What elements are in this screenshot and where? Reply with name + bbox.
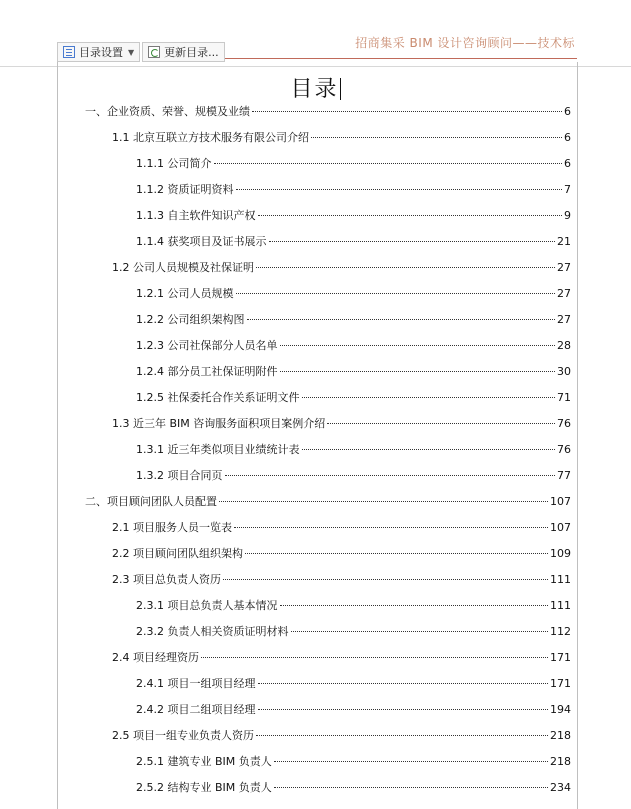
toc-settings-label: 目录设置 (79, 46, 123, 59)
toc-entry-label: 2.5.1 建筑专业 BIM 负责人 (136, 755, 272, 768)
toc-entry-page-number: 107 (550, 495, 571, 508)
toc-dot-leader (327, 423, 555, 424)
toc-entry[interactable] (136, 390, 571, 405)
toc-entry-page-number: 7 (564, 183, 571, 196)
refresh-icon (148, 46, 160, 58)
header-red-rule (225, 58, 577, 59)
toc-entry[interactable] (136, 598, 571, 613)
toc-entry-page-number: 27 (557, 287, 571, 300)
toc-entry-page-number: 111 (550, 573, 571, 586)
toc-entry-label: 2.3.1 项目总负责人基本情况 (136, 599, 278, 612)
toc-entry[interactable] (85, 104, 571, 119)
toc-entry-label: 二、项目顾问团队人员配置 (85, 495, 217, 508)
toc-entry[interactable] (136, 182, 571, 197)
toc-dot-leader (223, 579, 548, 580)
toc-entry[interactable] (112, 416, 571, 431)
toc-entry-label: 1.1.1 公司简介 (136, 157, 212, 170)
toc-entry[interactable] (112, 130, 571, 145)
update-toc-label: 更新目录... (164, 46, 219, 59)
toc-dot-leader (225, 475, 556, 476)
update-toc-button[interactable] (142, 42, 225, 62)
toc-entry-page-number: 71 (557, 391, 571, 404)
toc-entry-page-number: 171 (550, 677, 571, 690)
toc-entry-label: 2.3 项目总负责人资历 (112, 573, 221, 586)
toc-entry-page-number: 109 (550, 547, 571, 560)
toc-entry-label: 1.1 北京互联立方技术服务有限公司介绍 (112, 131, 309, 144)
toc-entry-page-number: 6 (564, 157, 571, 170)
toc-entry[interactable] (112, 572, 571, 587)
caret-down-icon: ▼ (128, 47, 135, 57)
toc-entry-label: 1.1.4 获奖项目及证书展示 (136, 235, 267, 248)
toc-entry-page-number: 27 (557, 313, 571, 326)
toc-dot-leader (269, 241, 556, 242)
toc-dot-leader (201, 657, 548, 658)
toc-dot-leader (280, 345, 556, 346)
toc-dot-leader (219, 501, 548, 502)
toc-entry[interactable] (112, 546, 571, 561)
toc-entry-label: 1.3 近三年 BIM 咨询服务面积项目案例介绍 (112, 417, 326, 430)
toc-dot-leader (274, 761, 548, 762)
toc-entry[interactable] (112, 728, 571, 743)
toc-entry-label: 2.4 项目经理资历 (112, 651, 199, 664)
toc-entry-label: 1.3.1 近三年类似项目业绩统计表 (136, 443, 300, 456)
toc-entry[interactable] (136, 442, 571, 457)
toc-entry-label: 2.4.2 项目二组项目经理 (136, 703, 256, 716)
toc-dot-leader (274, 787, 548, 788)
toc-entry-page-number: 9 (564, 209, 571, 222)
toc-dot-leader (311, 137, 562, 138)
toc-entry-page-number: 111 (550, 599, 571, 612)
toc-entry-label: 1.2 公司人员规模及社保证明 (112, 261, 254, 274)
toc-entry-page-number: 76 (557, 417, 571, 430)
toc-entry-page-number: 234 (550, 781, 571, 794)
toc-dot-leader (236, 293, 556, 294)
toc-entry[interactable] (136, 468, 571, 483)
toc-entry-label: 2.1 项目服务人员一览表 (112, 521, 232, 534)
toc-dot-leader (258, 215, 563, 216)
toc-dot-leader (252, 111, 562, 112)
toc-entry[interactable] (112, 260, 571, 275)
toc-entry-label: 1.2.1 公司人员规模 (136, 287, 234, 300)
toc-entry[interactable] (85, 494, 571, 509)
toc-entry-page-number: 21 (557, 235, 571, 248)
toc-dot-leader (256, 735, 548, 736)
toc-entry-label: 1.2.2 公司组织架构图 (136, 313, 245, 326)
toc-dot-leader (247, 319, 556, 320)
toc-entry-label: 2.5.2 结构专业 BIM 负责人 (136, 781, 272, 794)
document-title[interactable] (0, 72, 631, 103)
toc-entry-page-number: 30 (557, 365, 571, 378)
toc-entry-page-number: 6 (564, 105, 571, 118)
toc-entry-label: 2.3.2 负责人相关资质证明材料 (136, 625, 289, 638)
toc-entry[interactable] (112, 650, 571, 665)
toc-entry[interactable] (136, 676, 571, 691)
toc-entry-label: 2.2 项目顾问团队组织架构 (112, 547, 243, 560)
toc-dot-leader (236, 189, 563, 190)
document-title-text: 目录 (290, 77, 339, 102)
toc-entry[interactable] (136, 338, 571, 353)
toc-dot-leader (302, 397, 556, 398)
toc-dot-leader (280, 605, 549, 606)
toc-entry[interactable] (136, 286, 571, 301)
toc-entry[interactable] (136, 156, 571, 171)
toc-toolbar (57, 42, 225, 62)
toc-entry[interactable] (136, 780, 571, 795)
toc-entry[interactable] (136, 702, 571, 717)
toc-entry-page-number: 6 (564, 131, 571, 144)
toc-entry-label: 2.5 项目一组专业负责人资历 (112, 729, 254, 742)
toc-dot-leader (258, 709, 549, 710)
toc-entry-page-number: 76 (557, 443, 571, 456)
toc-entry[interactable] (136, 312, 571, 327)
toc-icon (63, 46, 75, 58)
toc-entry-page-number: 218 (550, 755, 571, 768)
toc-entry-label: 1.2.4 部分员工社保证明附件 (136, 365, 278, 378)
toc-dot-leader (214, 163, 563, 164)
toc-entry[interactable] (112, 520, 571, 535)
header-text: 招商集采 BIM 设计咨询顾问——技术标 (355, 36, 575, 50)
toc-dot-leader (234, 527, 548, 528)
toc-entry-label: 1.2.5 社保委托合作关系证明文件 (136, 391, 300, 404)
toc-dot-leader (280, 371, 556, 372)
toc-dot-leader (258, 683, 549, 684)
toc-dot-leader (256, 267, 555, 268)
toc-entry-page-number: 28 (557, 339, 571, 352)
toc-entry-label: 1.3.2 项目合同页 (136, 469, 223, 482)
toc-entry-page-number: 218 (550, 729, 571, 742)
toc-entry-page-number: 194 (550, 703, 571, 716)
toc-entry[interactable] (136, 208, 571, 223)
toc-entry[interactable] (136, 624, 571, 639)
toc-dot-leader (245, 553, 548, 554)
toc-entry-label: 一、企业资质、荣誉、规模及业绩 (85, 105, 250, 118)
toc-entry-label: 1.2.3 公司社保部分人员名单 (136, 339, 278, 352)
toc-entry[interactable] (136, 364, 571, 379)
toc-dot-leader (291, 631, 549, 632)
toc-entry-page-number: 171 (550, 651, 571, 664)
toc-entry[interactable] (136, 234, 571, 249)
toc-entry-page-number: 107 (550, 521, 571, 534)
toc-entry-page-number: 27 (557, 261, 571, 274)
toc-entry-page-number: 112 (550, 625, 571, 638)
toc-entry-label: 1.1.2 资质证明资料 (136, 183, 234, 196)
toc-entry-page-number: 77 (557, 469, 571, 482)
toc-entry-label: 2.4.1 项目一组项目经理 (136, 677, 256, 690)
toc-entry[interactable] (136, 754, 571, 769)
toc-dot-leader (302, 449, 556, 450)
page-frame (57, 62, 578, 809)
text-cursor (340, 78, 341, 100)
toc-entry-label: 1.1.3 自主软件知识产权 (136, 209, 256, 222)
toc-settings-button[interactable] (57, 42, 140, 62)
